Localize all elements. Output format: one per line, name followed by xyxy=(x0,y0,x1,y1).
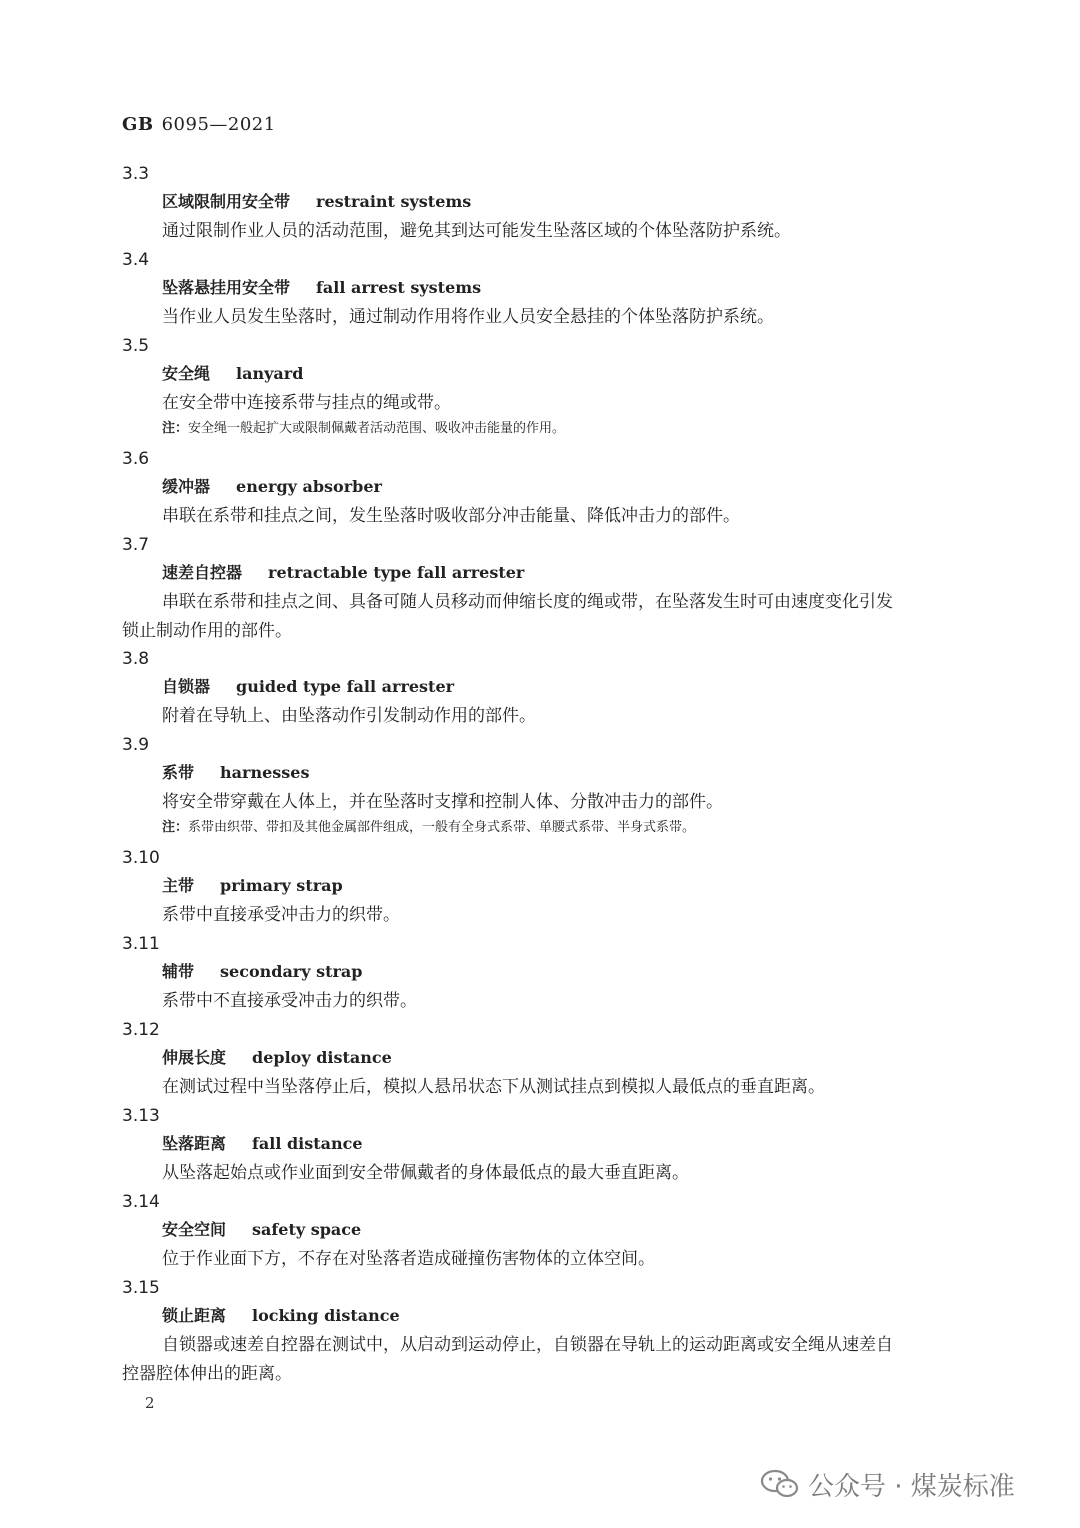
note-label: 注： xyxy=(162,421,189,436)
term-zh: 系带 xyxy=(162,763,195,782)
term-number: 3.13 xyxy=(122,1106,160,1126)
page-number: 2 xyxy=(145,1394,155,1412)
term-zh: 辅带 xyxy=(162,962,195,981)
terms-section xyxy=(122,163,962,1391)
term-number: 3.9 xyxy=(122,735,150,755)
term-entry xyxy=(122,335,962,448)
term-number: 3.10 xyxy=(122,848,160,868)
note-text: 安全绳一般起扩大或限制佩戴者活动范围、吸收冲击能量的作用。 xyxy=(188,421,566,436)
term-definition: 当作业人员发生坠落时，通过制动作用将作业人员安全悬挂的个体坠落防护系统。 xyxy=(162,307,774,327)
term-zh: 速差自控器 xyxy=(162,563,243,582)
term-heading xyxy=(162,472,962,502)
term-entry xyxy=(122,1105,962,1191)
term-number: 3.5 xyxy=(122,336,150,356)
term-zh: 安全空间 xyxy=(162,1220,227,1239)
term-heading xyxy=(162,672,962,702)
term-en: locking distance xyxy=(252,1306,400,1325)
term-definition: 系带中直接承受冲击力的织带。 xyxy=(162,905,400,925)
term-number: 3.11 xyxy=(122,934,160,954)
term-heading xyxy=(162,187,962,217)
term-zh: 坠落距离 xyxy=(162,1134,227,1153)
term-definition: 从坠落起始点或作业面到安全带佩戴者的身体最低点的最大垂直距离。 xyxy=(162,1163,689,1183)
term-heading xyxy=(162,1043,962,1073)
term-number: 3.15 xyxy=(122,1278,160,1298)
term-en: energy absorber xyxy=(236,477,382,496)
term-en: primary strap xyxy=(220,876,343,895)
term-zh: 伸展长度 xyxy=(162,1048,227,1067)
term-zh: 安全绳 xyxy=(162,364,211,383)
term-heading xyxy=(162,1215,962,1245)
term-heading xyxy=(162,957,962,987)
term-en: safety space xyxy=(252,1220,362,1239)
term-entry xyxy=(122,534,962,648)
term-number: 3.6 xyxy=(122,449,150,469)
page-header xyxy=(122,114,276,135)
term-entry xyxy=(122,448,962,534)
term-zh: 缓冲器 xyxy=(162,477,211,496)
term-en: deploy distance xyxy=(252,1048,392,1067)
term-number: 3.8 xyxy=(122,649,150,669)
wechat-icon xyxy=(760,1469,800,1499)
term-zh: 主带 xyxy=(162,876,195,895)
term-entry xyxy=(122,734,962,847)
term-entry xyxy=(122,1277,962,1391)
term-entry xyxy=(122,847,962,933)
term-definition-continued: 控器腔体伸出的距离。 xyxy=(122,1364,292,1384)
term-en: lanyard xyxy=(236,364,304,383)
note-text: 系带由织带、带扣及其他金属部件组成，一般有全身式系带、单腰式系带、半身式系带。 xyxy=(188,820,696,835)
term-number: 3.4 xyxy=(122,250,150,270)
term-definition: 在测试过程中当坠落停止后，模拟人悬吊状态下从测试挂点到模拟人最低点的垂直距离。 xyxy=(162,1077,825,1097)
term-number: 3.12 xyxy=(122,1020,160,1040)
term-en: harnesses xyxy=(220,763,310,782)
term-note xyxy=(162,817,962,839)
term-heading xyxy=(162,758,962,788)
term-heading xyxy=(162,871,962,901)
term-zh: 区域限制用安全带 xyxy=(162,192,291,211)
term-entry xyxy=(122,1191,962,1277)
term-number: 3.7 xyxy=(122,535,150,555)
term-entry xyxy=(122,933,962,1019)
term-entry xyxy=(122,163,962,249)
term-definition: 将安全带穿戴在人体上，并在坠落时支撑和控制人体、分散冲击力的部件。 xyxy=(162,792,723,812)
term-definition: 在安全带中连接系带与挂点的绳或带。 xyxy=(162,393,451,413)
term-en: restraint systems xyxy=(316,192,472,211)
watermark-text: 公众号 · 煤炭标准 xyxy=(808,1471,1015,1502)
term-zh: 锁止距离 xyxy=(162,1306,227,1325)
term-heading xyxy=(162,273,962,303)
term-zh: 坠落悬挂用安全带 xyxy=(162,278,291,297)
term-heading xyxy=(162,1301,962,1331)
term-entry xyxy=(122,1019,962,1105)
term-heading xyxy=(162,558,962,588)
standard-prefix: GB xyxy=(122,114,154,135)
term-en: guided type fall arrester xyxy=(236,677,455,696)
term-heading xyxy=(162,359,962,389)
standard-code: 6095—2021 xyxy=(161,114,276,135)
term-definition: 串联在系带和挂点之间，发生坠落时吸收部分冲击能量、降低冲击力的部件。 xyxy=(162,506,740,526)
term-definition: 附着在导轨上、由坠落动作引发制动作用的部件。 xyxy=(162,706,536,726)
term-definition: 位于作业面下方，不存在对坠落者造成碰撞伤害物体的立体空间。 xyxy=(162,1249,655,1269)
term-definition-continued: 锁止制动作用的部件。 xyxy=(122,621,292,641)
term-zh: 自锁器 xyxy=(162,677,211,696)
watermark xyxy=(760,1466,1015,1502)
term-definition: 系带中不直接承受冲击力的织带。 xyxy=(162,991,417,1011)
term-number: 3.3 xyxy=(122,164,150,184)
term-en: secondary strap xyxy=(220,962,363,981)
term-heading xyxy=(162,1129,962,1159)
term-definition: 通过限制作业人员的活动范围，避免其到达可能发生坠落区域的个体坠落防护系统。 xyxy=(162,221,791,241)
term-definition: 自锁器或速差自控器在测试中，从启动到运动停止，自锁器在导轨上的运动距离或安全绳从速差自 xyxy=(162,1335,893,1355)
term-en: fall arrest systems xyxy=(316,278,482,297)
term-en: retractable type fall arrester xyxy=(268,563,525,582)
term-en: fall distance xyxy=(252,1134,363,1153)
term-definition: 串联在系带和挂点之间、具备可随人员移动而伸缩长度的绳或带，在坠落发生时可由速度变化引发 xyxy=(162,592,893,612)
term-entry xyxy=(122,249,962,335)
term-note xyxy=(162,418,962,440)
note-label: 注： xyxy=(162,820,189,835)
term-entry xyxy=(122,648,962,734)
term-number: 3.14 xyxy=(122,1192,160,1212)
